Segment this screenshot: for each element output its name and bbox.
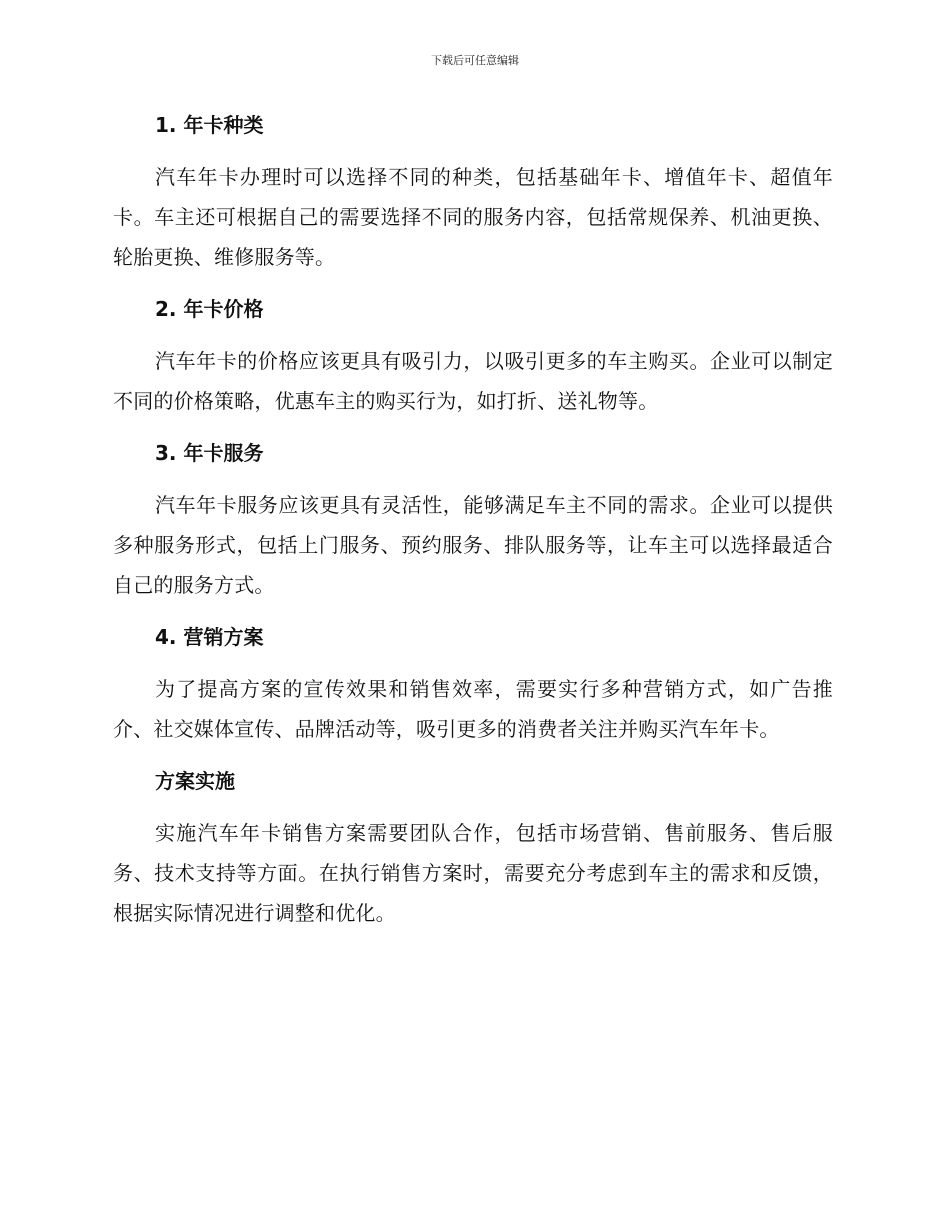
header-note: 下载后可任意编辑 <box>431 54 519 67</box>
paragraph-implementation: 实施汽车年卡销售方案需要团队合作，包括市场营销、售前服务、售后服务、技术支持等方面。在执行销售方案时，需要充分考虑到车主的需求和反馈，根据实际情况进行调整和优化。 <box>113 821 833 925</box>
section-heading-card-service: 3. 年卡服务 <box>155 441 264 465</box>
paragraph-card-types: 汽车年卡办理时可以选择不同的种类，包括基础年卡、增值年卡、超值年卡。车主还可根据自己的需要选择不同的服务内容，包括常规保养、机油更换、轮胎更换、维修服务等。 <box>113 165 833 269</box>
section-heading-card-price: 2. 年卡价格 <box>155 297 264 321</box>
document-body <box>113 110 833 950</box>
paragraph-marketing-plan: 为了提高方案的宣传效果和销售效率，需要实行多种营销方式，如广告推介、社交媒体宣传、品牌活动等，吸引更多的消费者关注并购买汽车年卡。 <box>113 677 833 741</box>
section-heading-marketing-plan: 4. 营销方案 <box>155 625 264 649</box>
section-heading-card-types: 1. 年卡种类 <box>155 113 264 137</box>
paragraph-card-price: 汽车年卡的价格应该更具有吸引力，以吸引更多的车主购买。企业可以制定不同的价格策略，优惠车主的购买行为，如打折、送礼物等。 <box>113 349 833 413</box>
paragraph-card-service: 汽车年卡服务应该更具有灵活性，能够满足车主不同的需求。企业可以提供多种服务形式，包括上门服务、预约服务、排队服务等，让车主可以选择最适合自己的服务方式。 <box>113 493 833 597</box>
section-heading-implementation: 方案实施 <box>155 769 235 793</box>
